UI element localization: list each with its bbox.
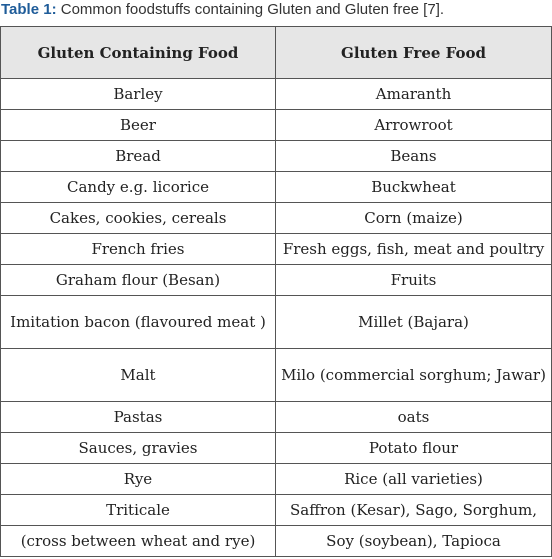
gluten-cell: Triticale (1, 495, 276, 526)
gluten-free-cell: Rice (all varieties) (276, 464, 552, 495)
table-row (1, 110, 552, 141)
gluten-free-cell: Fruits (276, 265, 552, 296)
table-row (1, 464, 552, 495)
header-gluten-containing: Gluten Containing Food (1, 27, 276, 79)
gluten-cell: Malt (1, 349, 276, 402)
table-caption (1, 0, 444, 24)
gluten-cell: (cross between wheat and rye) (1, 526, 276, 557)
table-row (1, 433, 552, 464)
gluten-free-cell: Soy (soybean), Tapioca (276, 526, 552, 557)
table-row (1, 172, 552, 203)
table-row (1, 296, 552, 349)
gluten-cell: Candy e.g. licorice (1, 172, 276, 203)
table-row (1, 402, 552, 433)
gluten-cell: Imitation bacon (flavoured meat ) (1, 296, 276, 349)
gluten-free-cell: Potato flour (276, 433, 552, 464)
gluten-free-cell: Corn (maize) (276, 203, 552, 234)
table-row (1, 141, 552, 172)
table-row (1, 265, 552, 296)
gluten-cell: Sauces, gravies (1, 433, 276, 464)
gluten-free-cell: Beans (276, 141, 552, 172)
table-row (1, 203, 552, 234)
gluten-free-cell: Fresh eggs, fish, meat and poultry (276, 234, 552, 265)
table-header-row (1, 27, 552, 79)
gluten-cell: Beer (1, 110, 276, 141)
table-row (1, 526, 552, 557)
gluten-free-cell: Arrowroot (276, 110, 552, 141)
gluten-free-cell: Saffron (Kesar), Sago, Sorghum, (276, 495, 552, 526)
gluten-cell: French fries (1, 234, 276, 265)
gluten-cell: Pastas (1, 402, 276, 433)
table-row (1, 349, 552, 402)
table-row (1, 234, 552, 265)
table-caption-label: Table 1: (1, 1, 57, 18)
gluten-cell: Barley (1, 79, 276, 110)
gluten-free-cell: Buckwheat (276, 172, 552, 203)
table-row (1, 495, 552, 526)
gluten-free-cell: Amaranth (276, 79, 552, 110)
gluten-cell: Bread (1, 141, 276, 172)
gluten-food-table (0, 26, 552, 557)
gluten-free-cell: Millet (Bajara) (276, 296, 552, 349)
gluten-cell: Cakes, cookies, cereals (1, 203, 276, 234)
gluten-cell: Graham flour (Besan) (1, 265, 276, 296)
table-caption-text: Common foodstuffs containing Gluten and Gluten free [7]. (56, 1, 445, 18)
header-gluten-free: Gluten Free Food (276, 27, 552, 79)
gluten-free-cell: Milo (commercial sorghum; Jawar) (276, 349, 552, 402)
gluten-cell: Rye (1, 464, 276, 495)
table-row (1, 79, 552, 110)
gluten-free-cell: oats (276, 402, 552, 433)
